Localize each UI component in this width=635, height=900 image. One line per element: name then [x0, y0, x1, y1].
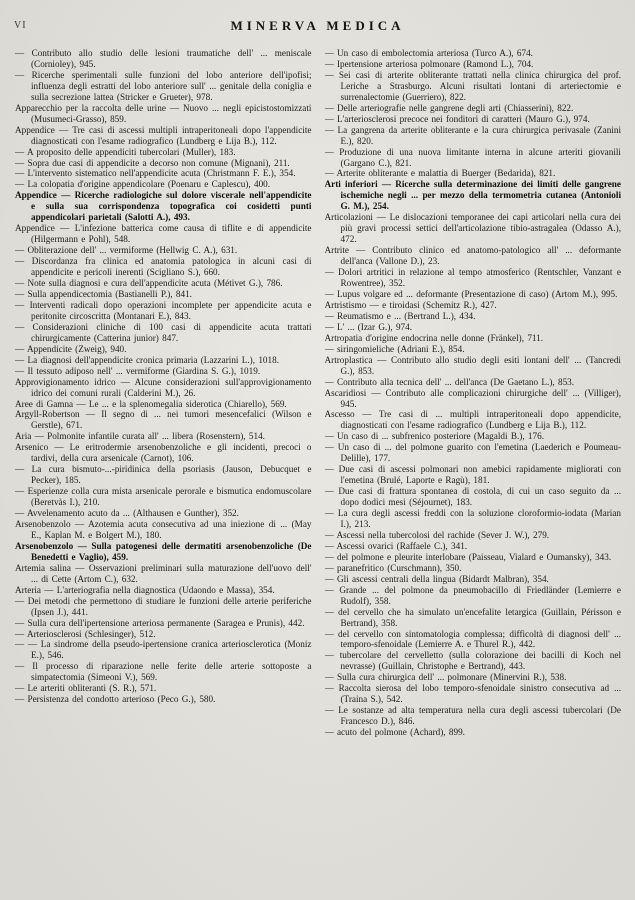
index-entry: Arsenico — Le eritrodermie arsenobenzoliche e gli incidenti, precoci o tardivi, della cura arsenicale (Carnot), 106. [15, 442, 312, 464]
index-entry: Appendice — Ricerche radiologiche sul dolore viscerale nell'appendicite e sulla sua corrispondenza topografica coi cosidetti punti appendicolari parietali (Salotti A.), 493. [15, 190, 312, 223]
index-entry: — del cervello che ha simulato un'encefalite letargica (Guillain, Périsson e Bertrand), 358. [324, 606, 621, 628]
index-entry: — Le arteriti obliteranti (S. R.), 571. [15, 683, 157, 694]
index-entry: Appendice — Tre casi di ascessi multipli intraperitoneali dopo l'appendicite diagnosticati con l'esame radiografico (Lundberg e Lija B.), 112. [15, 124, 312, 146]
index-entry: Artropatia d'origine endocrina nelle donne (Fränkel), 711. [324, 332, 544, 343]
index-entry: — Un caso di ... del polmone guarito con l'emetina (Laederich e Poumeau-Delille), 177. [324, 442, 621, 464]
index-entry: — La colopatia d'origine appendicolare (Poenaru e Caplescu), 400. [15, 179, 271, 190]
index-entry: — Ipertensione arteriosa polmonare (Ramond L.), 704. [324, 58, 534, 69]
journal-title: MINERVA MEDICA [230, 18, 405, 33]
index-entry: Apparecchio per la raccolta delle urine — Nuovo ... negli epicistostomizzati (Musumeci-Grasso), 859. [15, 102, 312, 124]
index-entry: — L' ... (Izar G.), 974. [324, 321, 413, 332]
index-entry: Ascesso — Tre casi di ... multipli intraperitoneali dopo appendicite, diagnosticati con l'esame radiografico (Lundberg e Lija B.), 112. [324, 409, 621, 431]
index-entry: — Ascessi ovarici (Raffaele C.), 341. [324, 540, 468, 551]
index-entry: Appendice — L'infezione batterica come causa di tiflite e di appendicite (Hilgermann e Pohl), 548. [15, 223, 312, 245]
index-entry: — Avvelenamento acuto da ... (Althausen e Gunther), 352. [15, 508, 239, 519]
index-entry: — Dolori artritici in relazione al tempo atmosferico (Rentschler, Vanzant e Rowentree), 352. [324, 267, 621, 289]
folio-page-number: VI [14, 20, 27, 31]
index-entry: Artristismo — e tiroidasi (Schemitz R.), 427. [324, 299, 497, 310]
index-entry: Aria — Polmonite infantile curata all' ... libera (Rosenstern), 514. [15, 431, 265, 442]
index-entry: Approvigionamento idrico — Alcune considerazioni sull'approvigionamento idrico dei comuni rurali (Calderini M.), 26. [15, 376, 312, 398]
index-entry: — paranefritico (Curschmann), 350. [324, 562, 462, 573]
index-entry: — Il processo di riparazione nelle ferite delle arterie sottoposte a simpatectomia (Simeoni V.), 569. [15, 661, 312, 683]
index-entry: — acuto del polmone (Achard), 899. [324, 727, 465, 738]
index-entry: — Note sulla diagnosi e cura dell'appendicite acuta (Métivet G.), 786. [15, 278, 283, 289]
index-entry: — Produzione di una nuova limitante interna in alcune arteriti giovanili (Gargano C.), 821. [324, 146, 621, 168]
index-entry: — Ricerche sperimentali sulle funzioni del lobo anteriore dell'ipofisi; influenza degli estratti del lobo anteriore sull' ... genitale della coniglia e sulla secrezione lattea (Stricker e Grueter), 978. [15, 69, 312, 102]
index-entry: — Arteriosclerosi (Schlesinger), 512. [15, 628, 156, 639]
index-entry: — Contributo allo studio delle lesioni traumatiche dell' ... meniscale (Cornioley), 945. [15, 48, 312, 69]
index-entry: — Le sostanze ad alta temperatura nella cura degli ascessi tubercolari (De Francesco D.), 846. [324, 705, 621, 727]
index-entry: Artrite — Contributo clinico ed anatomo-patologico all' ... deformante dell'anca (Vallone D.), 23. [324, 245, 621, 267]
index-entry: — Interventi radicali dopo operazioni incomplete per appendicite acuta e peritonite circoscritta (Montanari E.), 843. [15, 299, 312, 321]
index-entry: — Il tessuto adiposo nell' ... vermiforme (Giardina S. G.), 1019. [15, 365, 261, 376]
index-entry: — Un caso di embolectomia arteriosa (Turco A.), 674. [324, 48, 533, 58]
index-entry: Artemia salina — Osservazioni preliminari sulla maturazione dell'uovo dell' ... di Cette (Artom C.), 632. [15, 562, 312, 584]
index-entry: — — La sindrome della pseudo-ipertensione cranica arteriosclerotica (Moniz E.), 546. [15, 639, 312, 661]
index-entry: — Dei metodi che permettono di studiare le funzioni delle arterie periferiche (Ipsen J.), 441. [15, 595, 312, 617]
index-entry: Aree di Gamna — Le ... e la splenomegalia siderotica (Chiarello), 569. [15, 398, 287, 409]
index-entry: — La diagnosi dell'appendicite cronica primaria (Lazzarini L.), 1018. [15, 354, 279, 365]
index-entry: Articolazioni — Le dislocazioni temporanee dei capi articolari nella cura dei più gravi processi settici dell'articolazione tibio-astragalea (Odasso A.), 472. [324, 212, 621, 245]
index-entry: — Considerazioni cliniche di 100 casi di appendicite acuta trattati chirurgicamente (Catterina junior) 847. [15, 321, 312, 343]
index-entry: — Persistenza del condotto arterioso (Peco G.), 580. [15, 694, 216, 705]
index-columns [15, 48, 621, 888]
index-entry: — Appendicite (Zweig), 940. [15, 343, 127, 354]
page-header [0, 0, 635, 38]
index-entry: — Un caso di ... subfrenico posteriore (Magaldi B.), 176. [324, 431, 545, 442]
index-entry: Argyll-Robertson — Il segno di ... nei tumori mesencefalici (Wilson e Gerstle), 671. [15, 409, 312, 431]
index-entry: — Raccolta sierosa del lobo temporo-sfenoidale sinistro consecutiva ad ... (Traina S.), 542. [324, 683, 621, 705]
index-entry: — siringomieliche (Adriani E.), 854. [324, 343, 465, 354]
index-entry: Artroplastica — Contributo allo studio degli esiti lontani dell' ... (Tancredi G.), 853. [324, 354, 621, 376]
index-entry: — Delle arteriografie nelle gangrene degli arti (Chiasserini), 822. [324, 102, 574, 113]
index-entry: — Sei casi di arterite obliterante trattati nella clinica chirurgica del prof. Leriche a Strasburgo. Alcuni risultati lontani di arteriectomie e surrenalectomie (Guerriero), 822. [324, 69, 621, 102]
index-entry: Arsenobenzolo — Azotemia acuta consecutiva ad una iniezione di ... (May E., Kaplan M. e Bolgert M.), 180. [15, 518, 312, 540]
index-entry: — La cura bismuto-...-piridinica della psoriasis (Jauson, Debucquet e Pecker), 185. [15, 464, 312, 486]
index-entry: — Contributo alla tecnica dell' ... dell'anca (De Gaetano L.), 853. [324, 376, 575, 387]
index-entry: — Sulla cura chirurgica dell' ... polmonare (Minervini R.), 538. [324, 672, 567, 683]
index-entry: — Discordanza fra clinica ed anatomia patologica in alcuni casi di appendicite e pericoli inerenti (Scigliano S.), 660. [15, 256, 312, 278]
index-entry: — Sulla cura dell'ipertensione arteriosa permanente (Saragea e Prunis), 442. [15, 617, 305, 628]
index-right-column [325, 48, 622, 888]
index-entry: — Lupus volgare ed ... deformante (Presentazione di caso) (Artom M.), 995. [324, 288, 618, 299]
index-left-column [15, 48, 312, 888]
index-entry: — Reumatismo e ... (Bertrand L.), 434. [324, 310, 476, 321]
index-entry: — Obliterazione dell' ... vermiforme (Hellwig C. A.), 631. [15, 245, 238, 256]
index-entry: — Arterite obliterante e malattia di Buerger (Bedarida), 821. [324, 168, 556, 179]
index-entry: — Esperienze colla cura mista arsenicale perorale e bismutica endomuscolare (Beretvàs I.), 210. [15, 486, 312, 508]
index-entry: — Ascessi nella tubercolosi del rachide (Sever J. W.), 279. [324, 529, 550, 540]
index-entry: Arti inferiori — Ricerche sulla determinazione dei limiti delle gangrene ischemiche negli ... per mezzo della termometria cutanea (Antonioli G. M.), 254. [324, 179, 621, 212]
index-entry: — A proposito delle appendiciti tubercolari (Muller), 183. [15, 146, 236, 157]
index-entry: — L'arteriosclerosi precoce nei fonditori di caratteri (Mauro G.), 974. [324, 113, 590, 124]
index-entry: — Sopra due casi di appendicite a decorso non comune (Mignani), 211. [15, 157, 290, 168]
index-entry: Ascaridiosi — Contributo alle complicazioni chirurgiche dell' ... (Villiger), 945. [324, 387, 621, 409]
index-entry: — Grande ... del polmone da pneumobacillo di Friedländer (Lemierre e Rudolf), 358. [324, 584, 621, 606]
index-entry: — L'intervento sistematico nell'appendicite acuta (Christmann F. E.), 354. [15, 168, 296, 179]
index-entry: — La gangrena da arterite obliterante e la cura chirurgica perivasale (Zanini E.), 820. [324, 124, 621, 146]
index-entry: — del cervello con sintomatologia complessa; difficoltà di diagnosi dell' ... temporo-sfenoidale (Lemierre A. e Thurel R.), 442. [324, 628, 621, 650]
index-entry: — La cura degli ascessi freddi con la soluzione cloroformio-iodata (Marian I.), 213. [324, 508, 621, 529]
index-entry: — Gli ascessi centrali della lingua (Bidardt Malbran), 354. [324, 573, 549, 584]
index-entry: Arsenobenzolo — Sulla patogenesi delle dermatiti arsenobenzoliche (De Benedetti e Vaglio), 459. [15, 540, 312, 562]
index-entry: Arteria — L'arteriografia nella diagnostica (Udaondo e Massa), 354. [15, 584, 275, 595]
index-entry: — Due casi di frattura spontanea di costola, di cui un caso seguito da ... dopo dodici mesi (Séjournet), 183. [324, 486, 621, 508]
index-entry: — Due casi di ascessi polmonari non amebici rapidamente migliorati con l'emetina (Brulé, Laporte e Ragù), 181. [324, 464, 621, 486]
index-entry: — del polmone e pleurite interlobare (Paisseau, Vialard e Oumansky), 343. [324, 551, 612, 562]
index-entry: — tubercolare del cervelletto (sulla colorazione dei bacilli di Koch nel nevrasse) (Guillain, Christophe e Bertrand), 443. [324, 650, 621, 672]
index-entry: — Sulla appendicectomia (Bastianelli P.), 841. [15, 288, 192, 299]
